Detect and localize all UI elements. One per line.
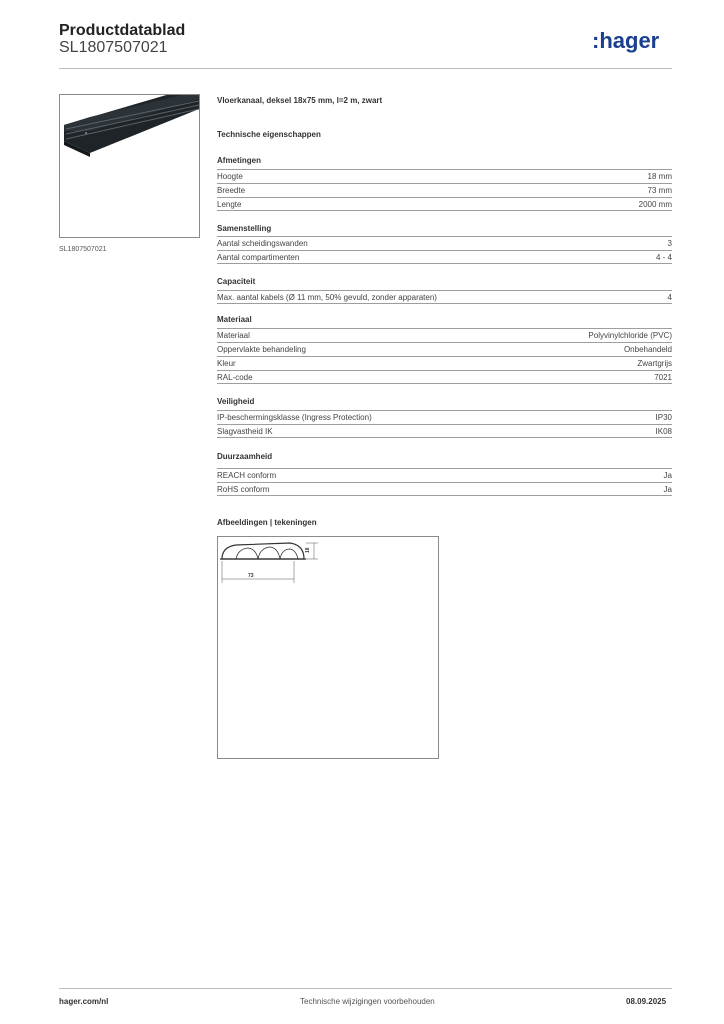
table-row: IP-beschermingsklasse (Ingress Protection) IP30: [217, 410, 672, 424]
table-row: Materiaal Polyvinylchloride (PVC): [217, 328, 672, 342]
product-description: Vloerkanaal, deksel 18x75 mm, l=2 m, zwart: [217, 96, 383, 105]
footer-date: 08.09.2025: [626, 997, 667, 1006]
width-dimension-label: 73: [248, 573, 254, 579]
logo-text: :hager: [592, 28, 660, 53]
table-row: Kleur Zwartgrijs: [217, 356, 672, 370]
header-divider: [59, 68, 672, 69]
table-row: REACH conform Ja: [217, 468, 672, 482]
table-row: Slagvastheid IK IK08: [217, 424, 672, 438]
table-row: Breedte 73 mm: [217, 183, 672, 197]
article-number: SL1807507021: [59, 39, 168, 56]
floor-duct-image: [60, 95, 199, 237]
table-row: Aantal compartimenten 4 - 4: [217, 250, 672, 264]
product-photo: [59, 94, 200, 238]
section-title-materiaal: Materiaal: [217, 315, 252, 324]
drawings-title: Afbeeldingen | tekeningen: [217, 518, 317, 527]
footer-divider: [59, 988, 672, 989]
table-row: Oppervlakte behandeling Onbehandeld: [217, 342, 672, 356]
photo-caption: SL1807507021: [59, 246, 107, 253]
section-title-afmetingen: Afmetingen: [217, 156, 261, 165]
technical-properties-title: Technische eigenschappen: [217, 130, 321, 139]
height-dimension-label: 18: [305, 547, 311, 553]
cross-section-drawing: [218, 537, 438, 758]
page-title: Productdatablad: [59, 22, 186, 39]
section-title-samenstelling: Samenstelling: [217, 224, 272, 233]
table-row: Aantal scheidingswanden 3: [217, 236, 672, 250]
section-title-capaciteit: Capaciteit: [217, 277, 256, 286]
section-title-veiligheid: Veiligheid: [217, 397, 255, 406]
footer-note: Technische wijzigingen voorbehouden: [300, 997, 435, 1006]
table-row: Max. aantal kabels (Ø 11 mm, 50% gevuld, zonder apparaten) 4: [217, 290, 672, 304]
table-row: RAL-code 7021: [217, 370, 672, 384]
section-title-duurzaamheid: Duurzaamheid: [217, 452, 273, 461]
technical-drawing: [217, 536, 439, 759]
hager-logo: [592, 28, 676, 54]
table-row: RoHS conform Ja: [217, 482, 672, 496]
table-row: Hoogte 18 mm: [217, 169, 672, 183]
table-row: Lengte 2000 mm: [217, 197, 672, 211]
footer-website: hager.com/nl: [59, 997, 109, 1006]
